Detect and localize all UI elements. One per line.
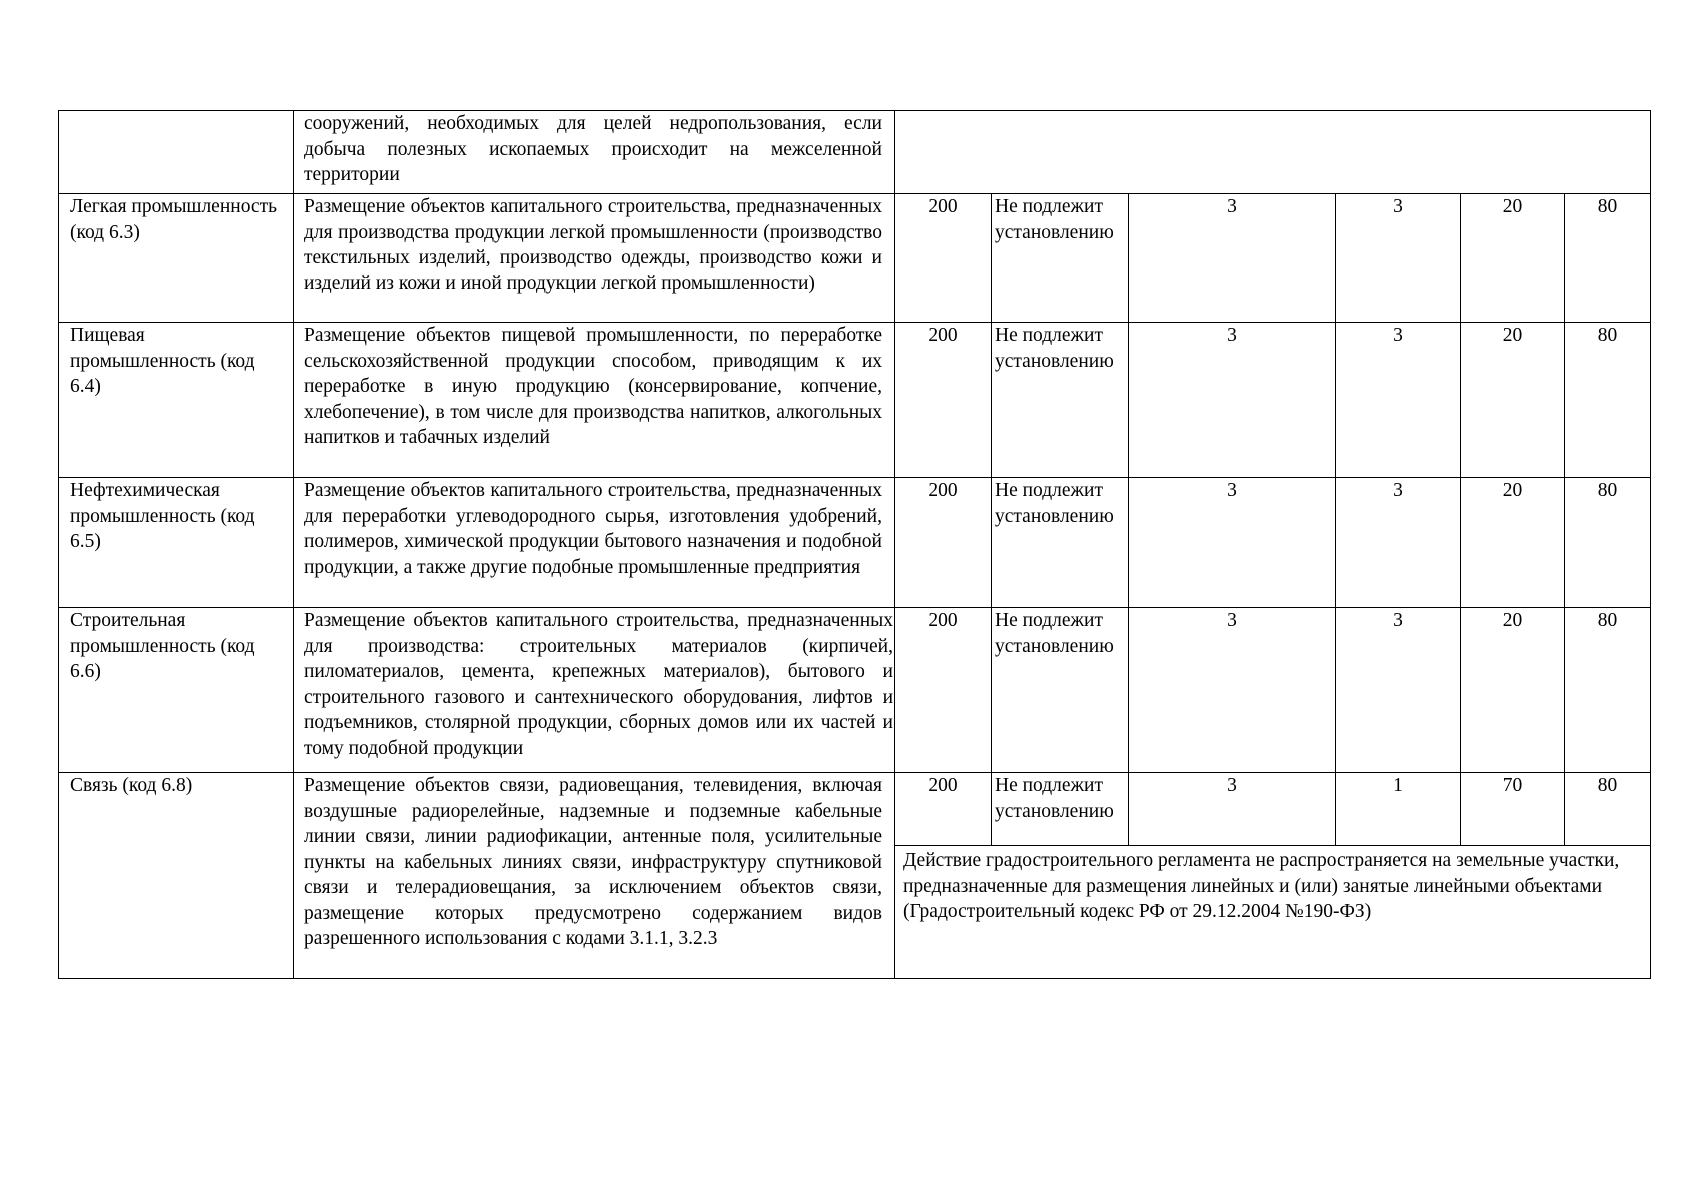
name-text: Связь (код 6.8) bbox=[70, 775, 193, 796]
description-cell bbox=[294, 608, 895, 773]
description-cell bbox=[294, 323, 895, 478]
value-cell: 20 bbox=[1461, 608, 1565, 773]
value-cell: 3 bbox=[1336, 478, 1461, 608]
table-row-continuation bbox=[59, 111, 1651, 194]
name-cell bbox=[59, 608, 294, 773]
description-text: сооружений, необходимых для целей недропользования, если добыча полезных ископаемых происходит на межселенной территории bbox=[304, 113, 882, 185]
value-cell: 1 bbox=[1336, 773, 1461, 846]
description-text: Размещение объектов капитального строительства, предназначенных для производства продукции легкой промышленности (производство текстильных изделий, производство одежды, производство кожи и изделий из кожи и иной продукции легкой промышленности) bbox=[304, 196, 882, 294]
name-text: Строительная промышленность (код 6.6) bbox=[70, 610, 255, 682]
value-cell: 20 bbox=[1461, 323, 1565, 478]
empty-cell bbox=[895, 111, 1651, 194]
value-cell: 20 bbox=[1461, 194, 1565, 323]
name-cell bbox=[59, 773, 294, 979]
description-text: Размещение объектов капитального строительства, предназначенных для переработки углеводородного сырья, изготовления удобрений, полимеров, химической продукции бытового назначения и подобной продукции, а также другие подобные промышленные предприятия bbox=[304, 480, 882, 578]
value-cell: 80 bbox=[1565, 323, 1651, 478]
value-cell: 80 bbox=[1565, 478, 1651, 608]
name-cell bbox=[59, 478, 294, 608]
description-cell bbox=[294, 111, 895, 194]
description-cell bbox=[294, 478, 895, 608]
value-cell: 200 bbox=[895, 608, 992, 773]
description-cell bbox=[294, 773, 895, 979]
name-cell bbox=[59, 323, 294, 478]
value-cell: 80 bbox=[1565, 608, 1651, 773]
value-cell: 80 bbox=[1565, 194, 1651, 323]
value-cell: 3 bbox=[1129, 323, 1336, 478]
name-cell bbox=[59, 111, 294, 194]
table-row bbox=[59, 194, 1651, 323]
description-cell bbox=[294, 194, 895, 323]
value-cell: 20 bbox=[1461, 478, 1565, 608]
name-text: Легкая промышленность (код 6.3) bbox=[70, 196, 278, 243]
value-cell: 80 bbox=[1565, 773, 1651, 846]
value-cell: 3 bbox=[1129, 608, 1336, 773]
regulations-table bbox=[58, 110, 1651, 979]
value-cell: 200 bbox=[895, 478, 992, 608]
value-cell: 200 bbox=[895, 773, 992, 846]
value-cell: 3 bbox=[1129, 194, 1336, 323]
table-row bbox=[59, 773, 1651, 846]
value-cell: 200 bbox=[895, 194, 992, 323]
name-cell bbox=[59, 194, 294, 323]
table-row bbox=[59, 608, 1651, 773]
value-cell: Не подлежит установлению bbox=[992, 608, 1129, 773]
value-cell: Не подлежит установлению bbox=[992, 323, 1129, 478]
value-cell: 3 bbox=[1336, 194, 1461, 323]
value-cell: 70 bbox=[1461, 773, 1565, 846]
value-cell: 3 bbox=[1129, 773, 1336, 846]
note-cell: Действие градостроительного регламента не распространяется на земельные участки, предназначенные для размещения линейных и (или) занятые линейными объектами (Градостроительный кодекс РФ от 29.12.2004 №190-ФЗ) bbox=[895, 846, 1651, 979]
table-row bbox=[59, 323, 1651, 478]
value-cell: 3 bbox=[1129, 478, 1336, 608]
value-cell: Не подлежит установлению bbox=[992, 773, 1129, 846]
value-cell: Не подлежит установлению bbox=[992, 478, 1129, 608]
value-cell: 200 bbox=[895, 323, 992, 478]
description-text: Размещение объектов капитального строительства, предназначенных для производства: строительных материалов (кирпичей, пиломатериалов, цемента, крепежных материалов), бытового и строительного газового и сантехнического оборудования, лифтов и подъемников, столярной продукции, сборных домов или их частей и тому подобной продукции bbox=[304, 610, 893, 759]
document-page bbox=[58, 110, 1650, 979]
name-text: Нефтехимическая промышленность (код 6.5) bbox=[70, 480, 255, 552]
description-text: Размещение объектов связи, радиовещания, телевидения, включая воздушные радиорелейные, надземные и подземные кабельные линии связи, линии радиофикации, антенные поля, усилительные пункты на кабельных линиях связи, инфраструктуру спутниковой связи и телерадиовещания, за исключением объектов связи, размещение которых предусмотрено содержанием видов разрешенного использования с кодами 3.1.1, 3.2.3 bbox=[304, 775, 882, 949]
description-text: Размещение объектов пищевой промышленности, по переработке сельскохозяйственной продукции способом, приводящим к их переработке в иную продукцию (консервирование, копчение, хлебопечение), в том числе для производства напитков, алкогольных напитков и табачных изделий bbox=[304, 325, 882, 448]
table-row bbox=[59, 478, 1651, 608]
value-cell: 3 bbox=[1336, 608, 1461, 773]
value-cell: Не подлежит установлению bbox=[992, 194, 1129, 323]
name-text: Пищевая промышленность (код 6.4) bbox=[70, 325, 255, 397]
value-cell: 3 bbox=[1336, 323, 1461, 478]
